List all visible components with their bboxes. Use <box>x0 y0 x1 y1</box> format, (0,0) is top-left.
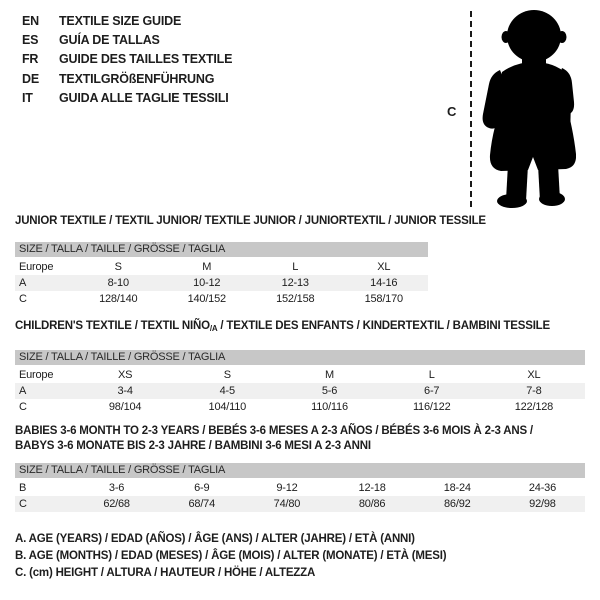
table-cell: 12-18 <box>358 482 386 494</box>
legend-notes <box>15 531 446 582</box>
table-cell: 110/116 <box>311 401 348 413</box>
title-part: / TEXTILE DES ENFANTS / KINDERTEXTIL / BAMBINI TESSILE <box>217 320 550 332</box>
size-table-header: SIZE / TALLA / TAILLE / GRÖSSE / TAGLIA <box>15 242 428 257</box>
language-title: TEXTILE SIZE GUIDE <box>59 13 182 28</box>
table-cell: M <box>202 261 212 273</box>
table-cell: 62/68 <box>103 498 130 510</box>
section-title <box>15 319 585 336</box>
language-row <box>22 11 232 30</box>
height-dashed-line <box>470 11 472 207</box>
language-code: DE <box>22 71 39 86</box>
title-part: CHILDREN'S TEXTILE / TEXTIL NIÑO <box>15 320 210 332</box>
row-label: Europe <box>19 261 54 273</box>
table-cell: 14-16 <box>370 277 398 289</box>
table-cell: 74/80 <box>273 498 301 510</box>
table-cell: 3-4 <box>117 385 133 397</box>
row-label: C <box>19 293 27 305</box>
title-subscript: /A <box>209 324 218 333</box>
note-age-months: B. AGE (MONTHS) / EDAD (MESES) / ÂGE (MOIS) / ALTER (MONATE) / ETÀ (MESI) <box>15 550 447 562</box>
row-label: A <box>19 277 27 289</box>
language-title: TEXTILGRÖßENFÜHRUNG <box>59 71 215 86</box>
language-list <box>22 11 232 107</box>
table-cell: 158/170 <box>364 293 403 305</box>
table-cell: 6-9 <box>194 482 210 494</box>
table-cell: 4-5 <box>219 385 235 397</box>
children-size-table <box>15 350 585 415</box>
note-age-years: A. AGE (YEARS) / EDAD (AÑOS) / ÂGE (ANS) / ALTER (JAHRE) / ETÀ (ANNI) <box>15 533 415 545</box>
table-cell: 3-6 <box>108 482 125 494</box>
table-row <box>15 399 585 415</box>
table-row <box>15 480 585 496</box>
language-title: GUÍA DE TALLAS <box>59 32 160 47</box>
table-cell: 98/104 <box>108 401 142 413</box>
section-title-line1: BABIES 3-6 MONTH TO 2-3 YEARS / BEBÉS 3-6 MESES A 2-3 AÑOS / BÉBÉS 3-6 MOIS À 2-3 ANS / <box>15 425 533 437</box>
section-title-line2: BABYS 3-6 MONATE BIS 2-3 JAHRE / BAMBINI 3-6 MESI A 2-3 ANNI <box>15 440 371 452</box>
table-cell: 10-12 <box>193 277 221 289</box>
table-row <box>15 496 585 512</box>
table-cell: 92/98 <box>529 498 556 510</box>
note-height-cm: C. (cm) HEIGHT / ALTURA / HAUTEUR / HÖHE / ALTEZZA <box>15 567 316 579</box>
table-cell: 116/122 <box>412 401 451 413</box>
table-cell: 80/86 <box>358 498 386 510</box>
table-cell: 9-12 <box>276 482 298 494</box>
language-row <box>22 88 232 107</box>
table-row <box>15 291 428 307</box>
language-code: EN <box>22 13 39 28</box>
row-label: A <box>19 385 27 397</box>
babies-size-table <box>15 463 585 512</box>
language-code: IT <box>22 90 33 105</box>
row-label: C <box>19 498 27 510</box>
table-cell: XS <box>117 369 133 381</box>
table-cell: 8-10 <box>107 277 129 289</box>
baby-silhouette-icon <box>476 8 576 208</box>
table-cell: 12-13 <box>281 277 309 289</box>
table-cell: 86/92 <box>444 498 471 510</box>
table-cell: 7-8 <box>526 385 542 397</box>
table-row <box>15 275 428 291</box>
language-code: ES <box>22 32 39 47</box>
table-cell: L <box>428 369 435 381</box>
table-cell: 6-7 <box>424 385 440 397</box>
table-cell: M <box>325 369 334 381</box>
size-table-header: SIZE / TALLA / TAILLE / GRÖSSE / TAGLIA <box>15 350 585 365</box>
table-cell: 104/110 <box>208 401 247 413</box>
table-cell: 122/128 <box>514 401 554 413</box>
table-cell: 140/152 <box>187 293 226 305</box>
section-babies-textile <box>15 424 585 512</box>
row-label: Europe <box>19 369 54 381</box>
language-title: GUIDE DES TAILLES TEXTILE <box>59 52 233 67</box>
junior-size-table <box>15 242 428 307</box>
language-row <box>22 69 232 88</box>
language-title: GUIDA ALLE TAGLIE TESSILI <box>59 90 229 105</box>
language-row <box>22 30 232 49</box>
size-table-header: SIZE / TALLA / TAILLE / GRÖSSE / TAGLIA <box>15 463 585 478</box>
row-label: C <box>19 401 27 413</box>
table-cell: 128/140 <box>99 293 138 305</box>
table-cell: L <box>292 261 299 273</box>
table-cell: 24-36 <box>528 482 557 494</box>
language-row <box>22 50 232 69</box>
table-row <box>15 259 428 275</box>
table-cell: 5-6 <box>321 385 338 397</box>
language-code: FR <box>22 52 39 67</box>
section-junior-textile <box>15 214 486 307</box>
table-cell: XL <box>527 369 541 381</box>
table-cell: 152/158 <box>276 293 315 305</box>
table-cell: 68/74 <box>188 498 216 510</box>
table-cell: XL <box>377 261 391 273</box>
section-title: JUNIOR TEXTILE / TEXTIL JUNIOR/ TEXTILE JUNIOR / JUNIORTEXTIL / JUNIOR TESSILE <box>15 215 486 227</box>
height-measure-label: C <box>447 104 457 119</box>
table-row <box>15 367 585 383</box>
section-childrens-textile <box>15 319 585 415</box>
table-cell: S <box>223 369 231 381</box>
table-row <box>15 383 585 399</box>
row-label: B <box>19 482 27 494</box>
table-cell: S <box>114 261 122 273</box>
table-cell: 18-24 <box>443 482 471 494</box>
